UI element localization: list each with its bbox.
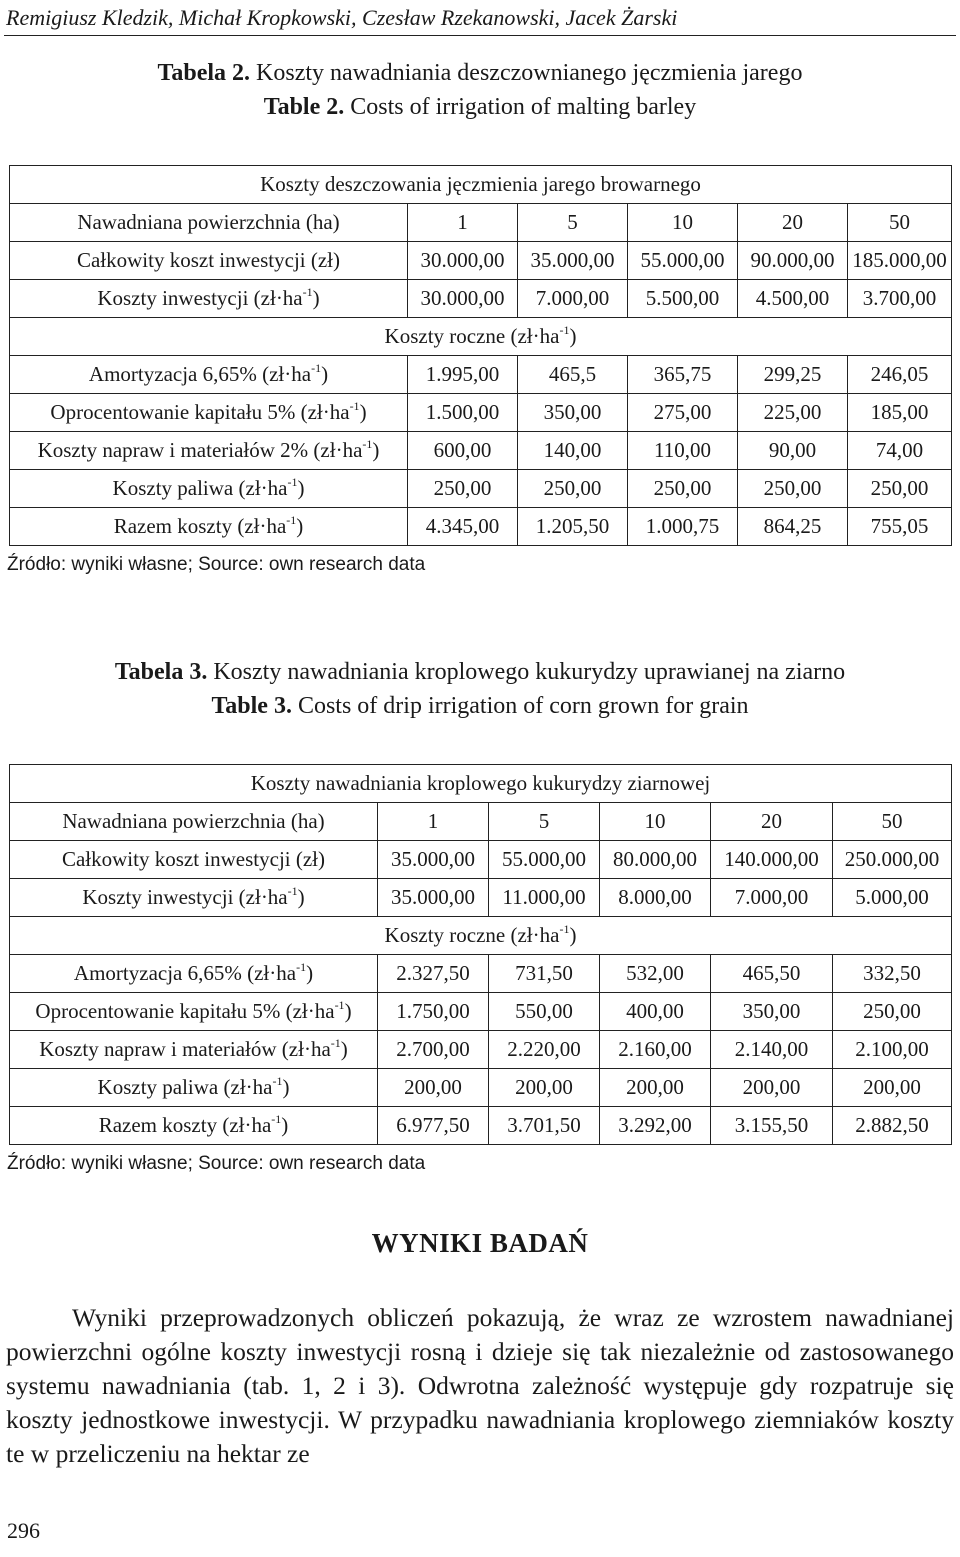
table2-cell: 55.000,00 <box>628 242 738 280</box>
table-row <box>10 508 952 546</box>
page-number: 296 <box>7 1518 40 1543</box>
table2-cell: 7.000,00 <box>518 280 628 318</box>
table3-caption-en <box>0 689 960 723</box>
table2-cell: 10 <box>628 204 738 242</box>
table3-cell: 200,00 <box>378 1069 489 1107</box>
row-label <box>10 955 378 993</box>
row-label <box>10 1107 378 1145</box>
table2-caption-pl-lead: Tabela 2. <box>157 60 251 86</box>
table3-cell: 5 <box>489 803 600 841</box>
exponent: -1 <box>287 884 298 898</box>
row-label <box>10 470 408 508</box>
table3-cell: 3.155,50 <box>711 1107 833 1145</box>
table2-area-row <box>10 204 952 242</box>
table2-cell: 225,00 <box>738 394 848 432</box>
exponent: -1 <box>296 960 307 974</box>
close-paren: ) <box>282 1075 290 1099</box>
exponent: -1 <box>334 998 345 1012</box>
table3-cell: 465,50 <box>711 955 833 993</box>
table3-cell: 200,00 <box>489 1069 600 1107</box>
table2-annual-label <box>10 318 952 356</box>
close-paren: ) <box>569 923 577 947</box>
table3-cell: 2.882,50 <box>833 1107 952 1145</box>
table2-cell: 465,5 <box>518 356 628 394</box>
table3-cell: 3.701,50 <box>489 1107 600 1145</box>
table3-source: Źródło: wyniki własne; Source: own research data <box>7 1153 426 1174</box>
row-label <box>10 508 408 546</box>
table3-total-label: Całkowity koszt inwestycji (zł) <box>10 841 378 879</box>
table3-cell: 50 <box>833 803 952 841</box>
table3-header: Koszty nawadniania kroplowego kukurydzy ziarnowej <box>10 765 952 803</box>
table3-cell: 2.700,00 <box>378 1031 489 1069</box>
table2-cell: 755,05 <box>848 508 952 546</box>
running-head: Remigiusz Kledzik, Michał Kropkowski, Czesław Rzekanowski, Jacek Żarski <box>6 5 678 30</box>
table2-cell: 1 <box>408 204 518 242</box>
table3-annual-label <box>10 917 952 955</box>
table2-cell: 250,00 <box>628 470 738 508</box>
table3-area-row <box>10 803 952 841</box>
close-paren: ) <box>281 1113 289 1137</box>
table-row <box>10 470 952 508</box>
table-row <box>10 356 952 394</box>
table-row <box>10 1107 952 1145</box>
exponent: -1 <box>271 1112 282 1126</box>
close-paren: ) <box>296 514 304 538</box>
label-text: Koszty paliwa (zł·ha <box>112 476 288 500</box>
table2-cell: 110,00 <box>628 432 738 470</box>
label-text: Koszty napraw i materiałów (zł·ha <box>39 1037 331 1061</box>
close-paren: ) <box>306 961 314 985</box>
table3-cell: 400,00 <box>600 993 711 1031</box>
table3-cell: 200,00 <box>600 1069 711 1107</box>
table2-cell: 50 <box>848 204 952 242</box>
table2-cell: 30.000,00 <box>408 242 518 280</box>
table3-cell: 35.000,00 <box>378 841 489 879</box>
table3-caption-pl-text: Koszty nawadniania kroplowego kukurydzy uprawianej na ziarno <box>207 659 846 685</box>
table3-invest-label <box>10 879 378 917</box>
table2-cell: 90,00 <box>738 432 848 470</box>
table2-cell: 1.205,50 <box>518 508 628 546</box>
table3-cell: 7.000,00 <box>711 879 833 917</box>
table2-cell: 30.000,00 <box>408 280 518 318</box>
table2-cell: 250,00 <box>738 470 848 508</box>
table2-cell: 250,00 <box>518 470 628 508</box>
table-row <box>10 1069 952 1107</box>
table2-cell: 600,00 <box>408 432 518 470</box>
table3-cell: 11.000,00 <box>489 879 600 917</box>
table2-cell: 4.345,00 <box>408 508 518 546</box>
table2-total-label: Całkowity koszt inwestycji (zł) <box>10 242 408 280</box>
table2-total-row <box>10 242 952 280</box>
label-text: Razem koszty (zł·ha <box>113 514 287 538</box>
close-paren: ) <box>321 362 329 386</box>
table2-cell: 3.700,00 <box>848 280 952 318</box>
label-text: Koszty paliwa (zł·ha <box>97 1075 273 1099</box>
table3-cell: 2.220,00 <box>489 1031 600 1069</box>
table-row <box>10 432 952 470</box>
table2-cell: 1.500,00 <box>408 394 518 432</box>
table2-area-label: Nawadniana powierzchnia (ha) <box>10 204 408 242</box>
label-text: Razem koszty (zł·ha <box>98 1113 272 1137</box>
row-label <box>10 1069 378 1107</box>
exponent: -1 <box>302 285 313 299</box>
table2-cell: 1.995,00 <box>408 356 518 394</box>
table3-cell: 80.000,00 <box>600 841 711 879</box>
table3-cell: 550,00 <box>489 993 600 1031</box>
table2-cell: 275,00 <box>628 394 738 432</box>
table3-total-row <box>10 841 952 879</box>
row-label <box>10 1031 378 1069</box>
table2-caption-en-lead: Table 2. <box>263 94 345 120</box>
table3-cell: 1 <box>378 803 489 841</box>
table3-cell: 20 <box>711 803 833 841</box>
table3-cell: 250,00 <box>833 993 952 1031</box>
table2-cell: 350,00 <box>518 394 628 432</box>
close-paren: ) <box>297 476 305 500</box>
table3-caption-en-lead: Table 3. <box>211 693 292 719</box>
section-title: WYNIKI BADAŃ <box>371 1228 589 1258</box>
table2-cell: 185.000,00 <box>848 242 952 280</box>
table2-cell: 5 <box>518 204 628 242</box>
table2-caption-en <box>0 90 960 124</box>
header-rule <box>4 35 956 36</box>
table2-cell: 1.000,75 <box>628 508 738 546</box>
table-row <box>10 1031 952 1069</box>
body-paragraph <box>6 1301 954 1471</box>
exponent: -1 <box>330 1036 341 1050</box>
exponent: -1 <box>272 1074 283 1088</box>
table3-cell: 6.977,50 <box>378 1107 489 1145</box>
exponent: -1 <box>559 323 570 337</box>
table3 <box>9 764 952 1145</box>
table3-cell: 35.000,00 <box>378 879 489 917</box>
table2-header: Koszty deszczowania jęczmienia jarego browarnego <box>10 166 952 204</box>
table3-caption-pl-lead: Tabela 3. <box>114 659 208 685</box>
table2-source: Źródło: wyniki własne; Source: own research data <box>7 554 426 575</box>
exponent: -1 <box>559 922 570 936</box>
table2-cell: 74,00 <box>848 432 952 470</box>
table2-caption-pl <box>0 56 960 90</box>
table3-cell: 2.327,50 <box>378 955 489 993</box>
table2-cell: 246,05 <box>848 356 952 394</box>
row-label <box>10 394 408 432</box>
paragraph-text: Wyniki przeprowadzonych obliczeń pokazują, że wraz ze wzrostem nawadnianej powierzchni ogólne koszty inwestycji rosną i dzieje się tak niezależnie od zastosowanego systemu nawadniania (tab. 1, 2 i 3). Odwrotna zależność występuje gdy rozpatruje się koszty jednostkowe inwestycji. W przypadku nawadniania kroplowego ziemniaków koszty te w przeliczeniu na hektar ze <box>6 1303 954 1468</box>
table2-cell: 35.000,00 <box>518 242 628 280</box>
table3-cell: 200,00 <box>833 1069 952 1107</box>
label-text: Koszty inwestycji (zł·ha <box>82 885 288 909</box>
exponent: -1 <box>362 437 373 451</box>
table3-cell: 8.000,00 <box>600 879 711 917</box>
exponent: -1 <box>286 513 297 527</box>
close-paren: ) <box>372 438 380 462</box>
table2-cell: 4.500,00 <box>738 280 848 318</box>
exponent: -1 <box>287 475 298 489</box>
table-row <box>10 955 952 993</box>
table3-cell: 200,00 <box>711 1069 833 1107</box>
table3-cell: 1.750,00 <box>378 993 489 1031</box>
table2-caption-en-text: Costs of irrigation of malting barley <box>344 94 697 120</box>
table2-cell: 864,25 <box>738 508 848 546</box>
table2-caption-pl-text: Koszty nawadniania deszczownianego jęczmienia jarego <box>250 60 803 86</box>
close-paren: ) <box>297 885 305 909</box>
table2 <box>9 165 952 546</box>
table3-cell: 2.140,00 <box>711 1031 833 1069</box>
label-text: Koszty roczne (zł·ha <box>384 923 560 947</box>
table3-cell: 2.100,00 <box>833 1031 952 1069</box>
table-row <box>10 394 952 432</box>
table3-area-label: Nawadniana powierzchnia (ha) <box>10 803 378 841</box>
table3-annual-row <box>10 917 952 955</box>
table3-caption-en-text: Costs of drip irrigation of corn grown for grain <box>291 693 749 719</box>
table3-cell: 532,00 <box>600 955 711 993</box>
label-text: Amortyzacja 6,65% (zł·ha <box>88 362 312 386</box>
table2-cell: 185,00 <box>848 394 952 432</box>
table2-cell: 299,25 <box>738 356 848 394</box>
row-label <box>10 993 378 1031</box>
close-paren: ) <box>344 999 352 1023</box>
table3-invest-row <box>10 879 952 917</box>
table2-cell: 250,00 <box>408 470 518 508</box>
table3-cell: 2.160,00 <box>600 1031 711 1069</box>
close-paren: ) <box>359 400 367 424</box>
table3-cell: 55.000,00 <box>489 841 600 879</box>
label-text: Koszty napraw i materiałów 2% (zł·ha <box>37 438 363 462</box>
table2-cell: 90.000,00 <box>738 242 848 280</box>
table2-cell: 5.500,00 <box>628 280 738 318</box>
table3-cell: 250.000,00 <box>833 841 952 879</box>
label-text: Koszty roczne (zł·ha <box>384 324 560 348</box>
table2-invest-label <box>10 280 408 318</box>
table3-caption-pl <box>0 655 960 689</box>
row-label <box>10 432 408 470</box>
table3-cell: 10 <box>600 803 711 841</box>
row-label <box>10 356 408 394</box>
table3-cell: 5.000,00 <box>833 879 952 917</box>
label-text: Oprocentowanie kapitału 5% (zł·ha <box>35 999 335 1023</box>
table2-cell: 140,00 <box>518 432 628 470</box>
close-paren: ) <box>340 1037 348 1061</box>
exponent: -1 <box>349 399 360 413</box>
table2-invest-row <box>10 280 952 318</box>
label-text: Koszty inwestycji (zł·ha <box>97 286 303 310</box>
table2-cell: 250,00 <box>848 470 952 508</box>
exponent: -1 <box>311 361 322 375</box>
close-paren: ) <box>312 286 320 310</box>
table-row <box>10 993 952 1031</box>
table2-cell: 20 <box>738 204 848 242</box>
table2-cell: 365,75 <box>628 356 738 394</box>
table2-annual-row <box>10 318 952 356</box>
table3-cell: 3.292,00 <box>600 1107 711 1145</box>
table3-cell: 731,50 <box>489 955 600 993</box>
close-paren: ) <box>569 324 577 348</box>
table3-cell: 140.000,00 <box>711 841 833 879</box>
table3-cell: 350,00 <box>711 993 833 1031</box>
table3-cell: 332,50 <box>833 955 952 993</box>
label-text: Amortyzacja 6,65% (zł·ha <box>73 961 297 985</box>
label-text: Oprocentowanie kapitału 5% (zł·ha <box>50 400 350 424</box>
